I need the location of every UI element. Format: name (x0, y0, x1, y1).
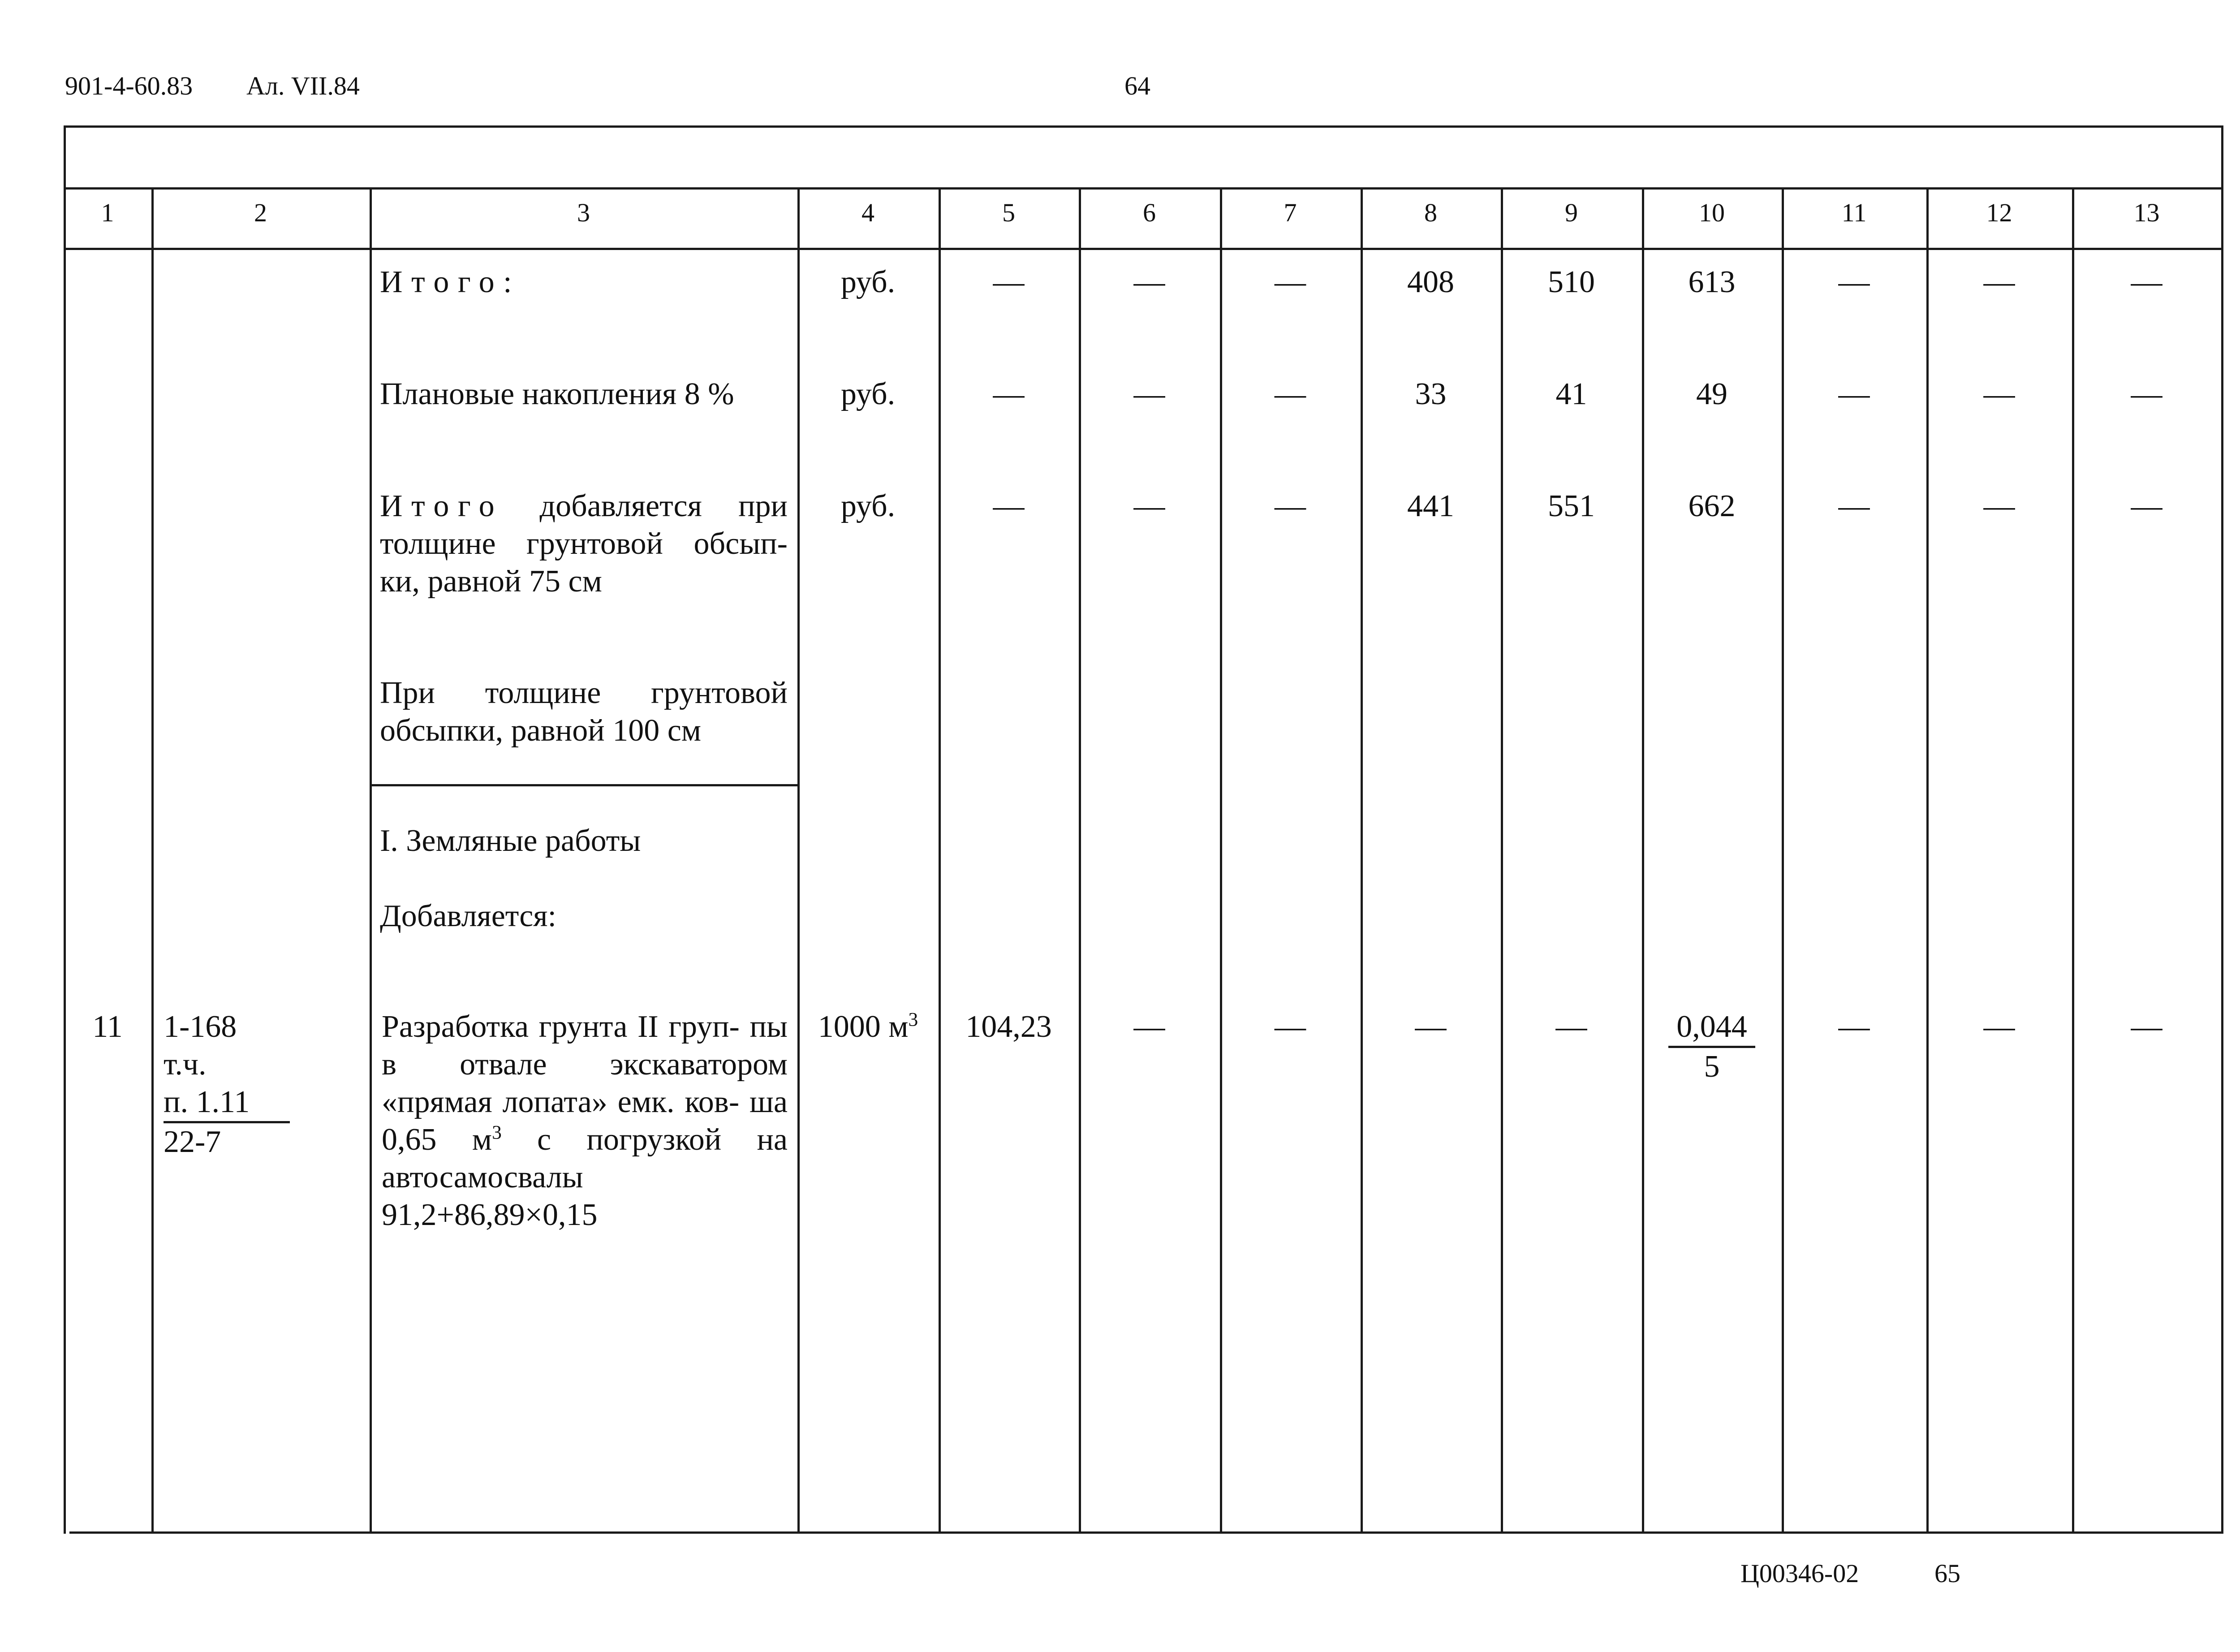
item-description-text: Разработка грунта II груп- пы в отвале экскаватором «прямая лопата» емк. ков- ша 0,65 м (382, 1009, 788, 1157)
item-unit-sup: 3 (908, 1009, 918, 1031)
cell-c13: — (2131, 1009, 2162, 1044)
cell-c6: — (1133, 489, 1165, 523)
cell-c12: — (1983, 489, 2015, 523)
column-header-7: 7 (1284, 198, 1297, 227)
cell-c10: 613 (1688, 265, 1736, 299)
cell-c7: — (1275, 377, 1306, 411)
cell-c9: — (1555, 1009, 1587, 1044)
album-number: Ал. VII.84 (246, 71, 360, 100)
item-code-line1: 1-168 (164, 1009, 237, 1044)
doc-code: 901-4-60.83 (65, 71, 193, 100)
column-header-6: 6 (1143, 198, 1156, 227)
cell-c7: — (1275, 1009, 1306, 1044)
column-header-13: 13 (2133, 198, 2160, 227)
cell-c10-numerator: 0,044 (1668, 1008, 1755, 1048)
item-code (164, 1008, 290, 1161)
cell-c11: — (1838, 489, 1870, 523)
cell-c10-denominator: 5 (1704, 1049, 1720, 1084)
column-header-12: 12 (1986, 198, 2012, 227)
cell-c11: — (1838, 265, 1870, 299)
row-unit: руб. (840, 489, 896, 523)
row-description (380, 487, 788, 600)
row-description-prefix: Итого (380, 489, 504, 523)
column-header-8: 8 (1424, 198, 1437, 227)
item-code-denominator: 22-7 (164, 1125, 221, 1159)
row-description-text: добавляется при толщине грунтовой обсып- ки, равной 75 см (380, 489, 788, 599)
sheet-number: 65 (1934, 1559, 1960, 1588)
column-header-2: 2 (254, 198, 267, 227)
row-description: Плановые накопления 8 % (380, 377, 734, 411)
section-subtitle: Добавляется: (380, 899, 556, 933)
cell-c13: — (2131, 377, 2162, 411)
page-number: 64 (1124, 71, 1150, 100)
item-code-numerator: п. 1.11 (164, 1083, 290, 1123)
cell-c8: 33 (1415, 377, 1447, 411)
item-quantity: 104,23 (965, 1009, 1052, 1044)
cell-c10: 662 (1688, 489, 1736, 523)
cell-c11: — (1838, 1009, 1870, 1044)
cell-c7: — (1275, 489, 1306, 523)
row-unit: руб. (840, 265, 896, 299)
item-description (382, 1008, 788, 1196)
cell-c13: — (2131, 489, 2162, 523)
cell-c12: — (1983, 265, 2015, 299)
cell-c9: 41 (1555, 377, 1587, 411)
item-description-tail: с погрузкой на автосамосвалы (382, 1122, 788, 1195)
item-unit-text: 1000 м (818, 1009, 909, 1044)
item-number: 11 (92, 1009, 123, 1044)
column-header-5: 5 (1002, 198, 1015, 227)
cell-c5: — (993, 265, 1025, 299)
cell-c8: 408 (1407, 265, 1454, 299)
cell-c6: — (1133, 1009, 1165, 1044)
cell-c12: — (1983, 1009, 2015, 1044)
cell-c6: — (1133, 377, 1165, 411)
column-header-10: 10 (1699, 198, 1725, 227)
column-header-11: 11 (1841, 198, 1867, 227)
cell-c8: 441 (1407, 489, 1454, 523)
cell-c11: — (1838, 377, 1870, 411)
cell-c9: 551 (1548, 489, 1595, 523)
cell-c6: — (1133, 265, 1165, 299)
item-description-sup: 3 (492, 1121, 502, 1143)
item-formula: 91,2+86,89×0,15 (382, 1198, 598, 1232)
thickness-note: При толщине грунтовой обсыпки, равной 100 см (380, 676, 788, 748)
cell-c10: 49 (1696, 377, 1727, 411)
cell-c5: — (993, 377, 1025, 411)
item-code-line2: т.ч. (164, 1047, 207, 1082)
section-title: I. Земляные работы (380, 824, 641, 858)
row-unit: руб. (840, 377, 896, 411)
cell-c13: — (2131, 265, 2162, 299)
cell-c5: — (993, 489, 1025, 523)
cell-c8: — (1415, 1009, 1447, 1044)
row-description: Итого: (380, 265, 521, 299)
cell-c9: 510 (1548, 265, 1595, 299)
cell-c10-fraction (1642, 1008, 1782, 1086)
column-header-3: 3 (577, 198, 590, 227)
item-unit (797, 1008, 939, 1046)
cell-c12: — (1983, 377, 2015, 411)
column-header-9: 9 (1565, 198, 1578, 227)
column-header-4: 4 (862, 198, 874, 227)
column-header-1: 1 (101, 198, 114, 227)
inventory-code: Ц00346-02 (1740, 1559, 1859, 1588)
cell-c7: — (1275, 265, 1306, 299)
